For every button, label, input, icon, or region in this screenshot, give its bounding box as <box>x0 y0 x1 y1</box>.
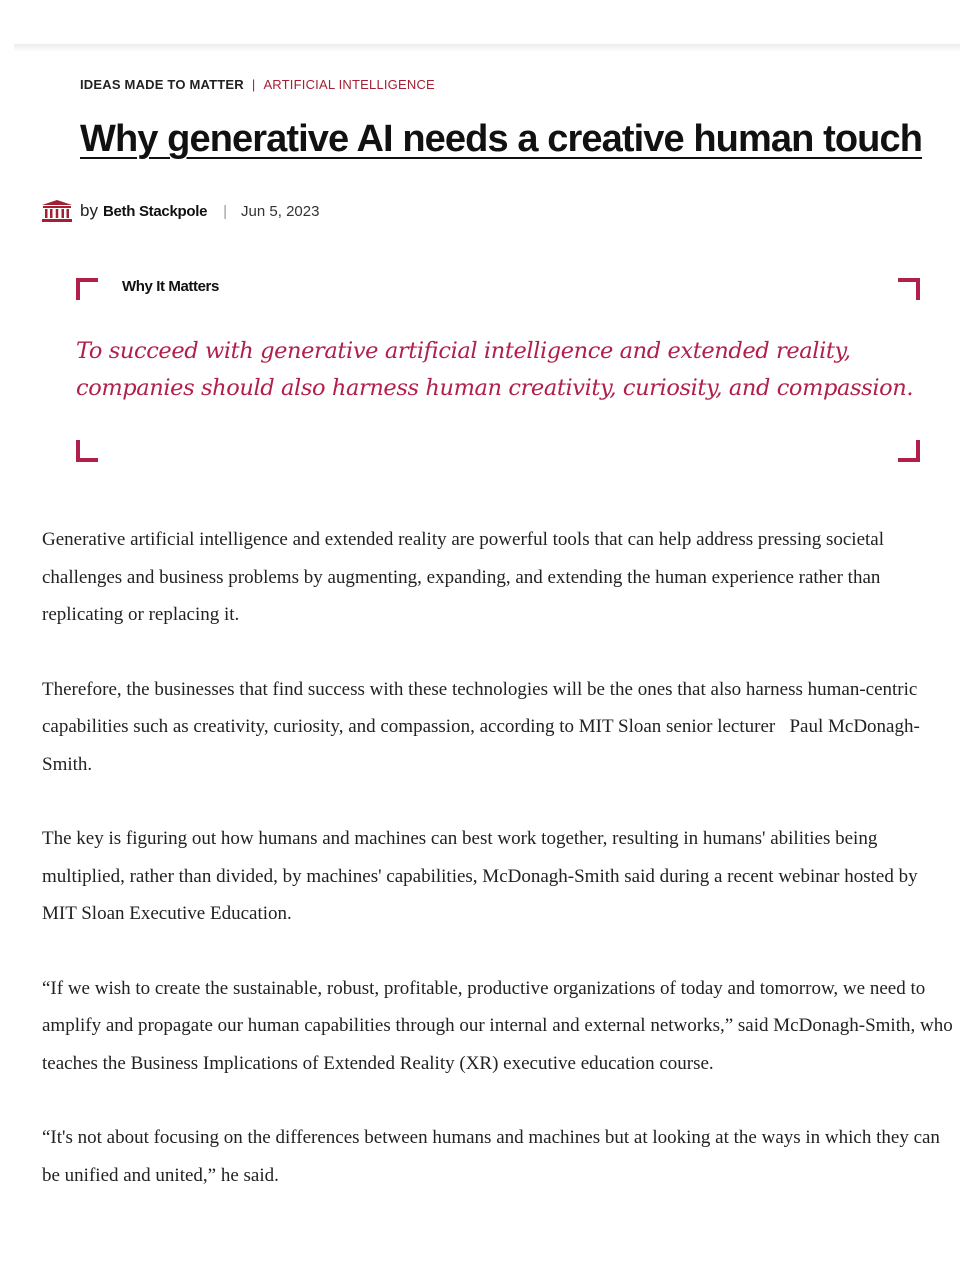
corner-bracket-top-right <box>898 278 920 300</box>
author-link[interactable]: Beth Stackpole <box>102 202 208 220</box>
article-body <box>42 521 954 1231</box>
byline <box>42 198 319 224</box>
why-it-matters-label: Why It Matters <box>122 278 219 295</box>
paragraph-3: The key is figuring out how humans and machines can best work together, resulting in humans' abilities being multiplied, rather than divided, by machines' capabilities, McDonagh-Smith said during a recent webinar hosted by MIT Sloan Executive Education. <box>42 828 918 924</box>
page-top-edge <box>14 44 960 52</box>
byline-by: by <box>80 201 98 220</box>
building-columns-icon <box>42 200 72 222</box>
why-it-matters-quote <box>76 333 920 407</box>
byline-separator: | <box>223 202 228 220</box>
section-link-ideas-made-to-matter[interactable]: IDEAS MADE TO MATTER <box>80 77 244 92</box>
quote-line-1: To succeed with generative artificial intelligence and extended reality, <box>76 338 851 364</box>
corner-bracket-bottom-right <box>898 440 920 462</box>
article-title: Why generative AI needs a creative human touch <box>80 118 923 160</box>
corner-bracket-top-left <box>76 278 98 300</box>
paragraph-5: “It's not about focusing on the differences between humans and machines but at looking at the ways in which they can be unified and united,” he said. <box>42 1127 940 1186</box>
quote-line-2: companies should also harness human creativity, curiosity, and compassion. <box>76 375 914 401</box>
paragraph-2 <box>42 671 954 784</box>
paragraph-4: “If we wish to create the sustainable, robust, profitable, productive organizations of today and tomorrow, we need to amplify and propagate our human capabilities through our internal and external networks,” said McDonagh-Smith, who teaches the Business Implications of Extended Reality (XR) executive education course. <box>42 977 953 1074</box>
paragraph-1: Generative artificial intelligence and extended reality are powerful tools that can help address pressing societal challenges and business problems by augmenting, expanding, and extending the human experience rather than replicating or replacing it. <box>42 529 884 625</box>
paragraph-2-text: Therefore, the businesses that find success with these technologies will be the ones that also harness human-centric capabilities such as creativity, curiosity, and compassion, according to MIT Sloan senior lecturer <box>42 678 918 737</box>
publish-date: Jun 5, 2023 <box>241 202 320 220</box>
paul-mcdonagh-smith-link[interactable]: Paul McDonagh-Smith. <box>42 716 920 775</box>
eyebrow-separator: | <box>251 77 256 92</box>
corner-bracket-bottom-left <box>76 440 98 462</box>
topic-link-artificial-intelligence[interactable]: ARTIFICIAL INTELLIGENCE <box>263 77 435 92</box>
eyebrow <box>80 77 435 92</box>
why-it-matters-callout <box>76 278 920 462</box>
